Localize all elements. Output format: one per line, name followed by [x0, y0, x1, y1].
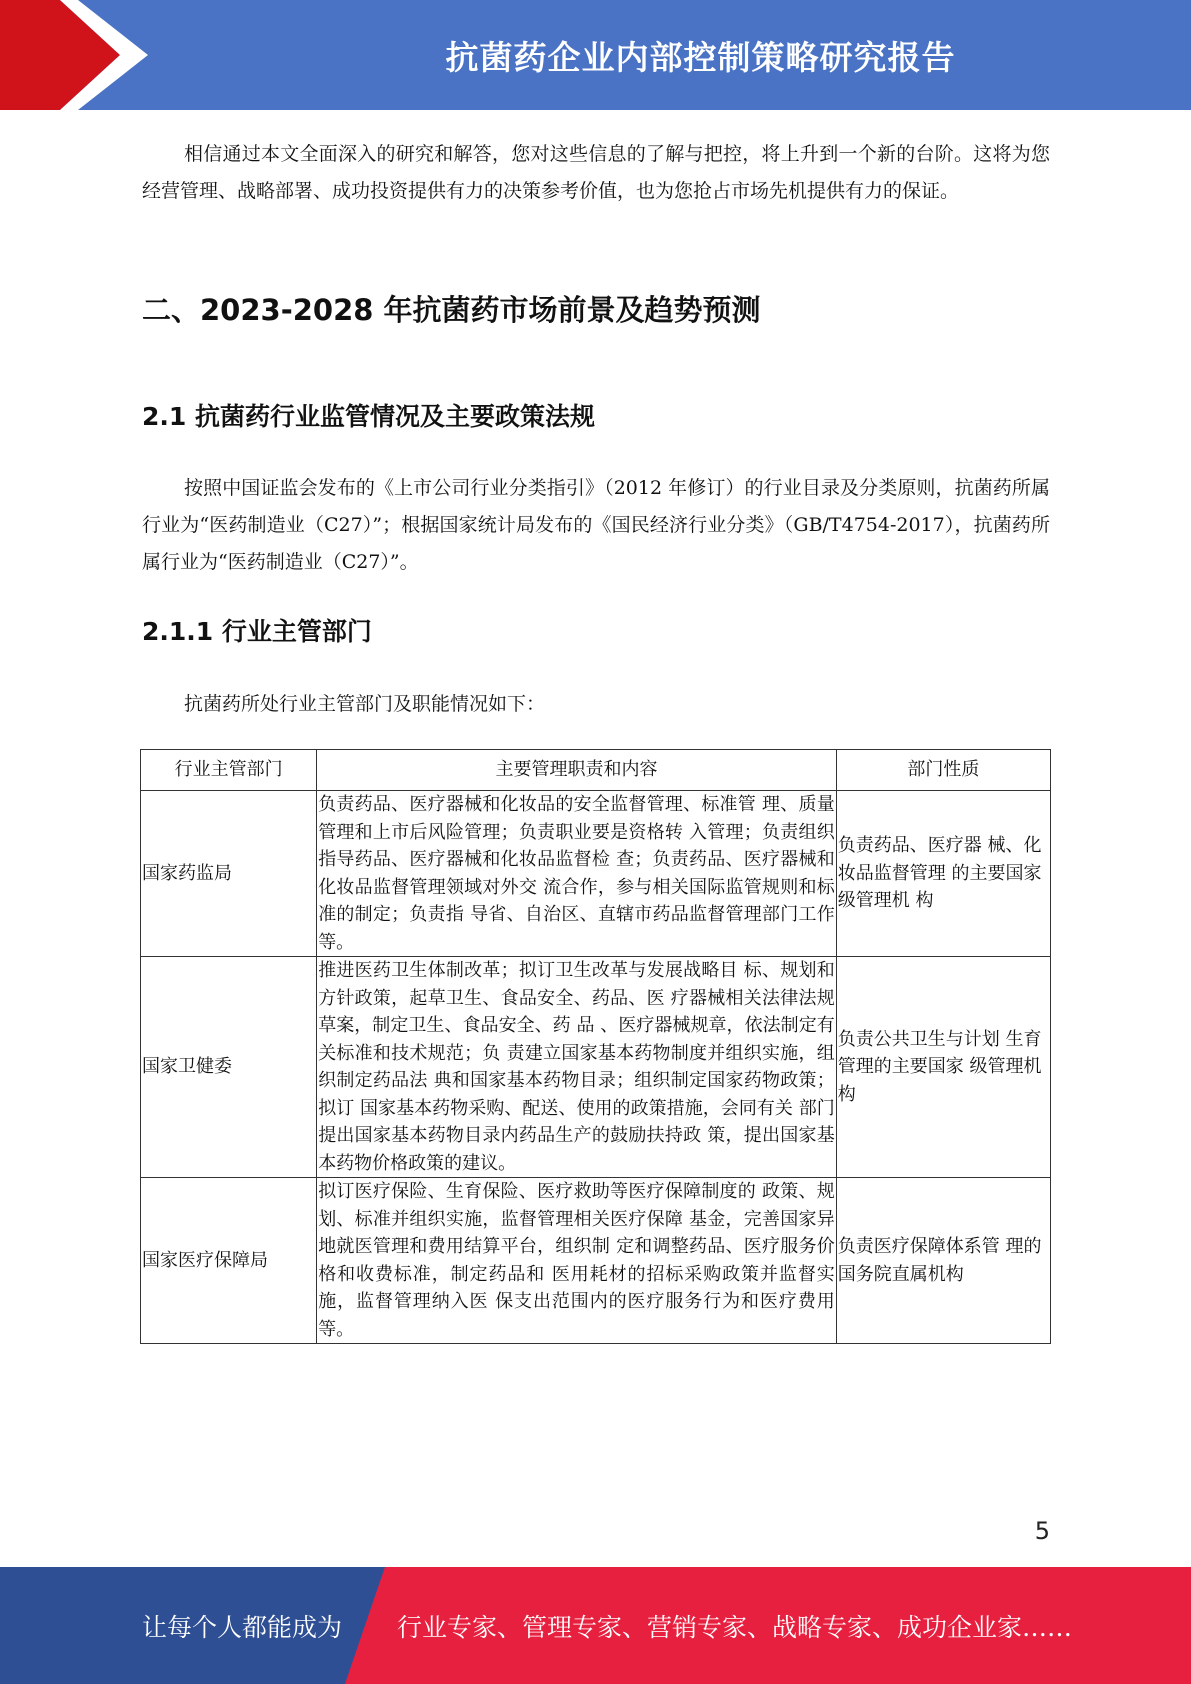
- cell-dept: 国家医疗保障局: [141, 1178, 317, 1344]
- footer-slogan-left: 让每个人都能成为: [142, 1612, 343, 1642]
- footer-banner: [0, 1567, 1191, 1684]
- cell-nature: 负责公共卫生与计划 生育管理的主要国家 级管理机构: [836, 957, 1050, 1178]
- footer-slogan-right: 行业专家、管理专家、营销专家、战略专家、成功企业家……: [397, 1612, 1073, 1642]
- subsection-2-1-1-title: 2.1.1 行业主管部门: [142, 617, 372, 646]
- dept-intro-paragraph: 抗菌药所处行业主管部门及职能情况如下：: [184, 693, 546, 715]
- table-row: [141, 957, 1051, 1178]
- cell-duties: 负责药品、医疗器械和化妆品的安全监督管理、标准管 理、质量管理和上市后风险管理；负责职业要是资格转 入管理；负责组织指导药品、医疗器械和化妆品监督检 查；负责药品、医疗器械和化妆品监督管理领域对外交 流合作，参与相关国际监管规则和标准的制定；负责指 导省、自治区、直辖市药品监督管理部门工作等。: [317, 791, 837, 957]
- intro-section: [142, 136, 1050, 210]
- intro-paragraph: 相信通过本文全面深入的研究和解答，您对这些信息的了解与把控，将上升到一个新的台阶。这将为您经营管理、战略部署、成功投资提供有力的决策参考价值，也为您抢占市场先机提供有力的保证。: [142, 143, 1050, 202]
- subsection-2-1-1-body: [142, 686, 1050, 723]
- table-row: [141, 1178, 1051, 1344]
- section-title: 二、2023-2028 年抗菌药市场前景及趋势预测: [142, 293, 761, 327]
- header-duties: 主要管理职责和内容: [317, 750, 837, 791]
- cell-dept: 国家卫健委: [141, 957, 317, 1178]
- cell-duties: 拟订医疗保险、生育保险、医疗救助等医疗保障制度的 政策、规划、标准并组织实施，监督管理相关医疗保障 基金，完善国家异地就医管理和费用结算平台，组织制 定和调整药品、医疗服务价格和收费标准，制定药品和 医用耗材的招标采购政策并监督实施，监督管理纳入医 保支出范围内的医疗服务行为和医疗费用等。: [317, 1178, 837, 1344]
- cell-dept: 国家药监局: [141, 791, 317, 957]
- header-dept: 行业主管部门: [141, 750, 317, 791]
- cell-nature: 负责药品、医疗器 械、化妆品监督管理 的主要国家级管理机 构: [836, 791, 1050, 957]
- header-arrow-decoration: [0, 0, 180, 110]
- header-banner: [0, 0, 1191, 110]
- cell-nature: 负责医疗保障体系管 理的国务院直属机构: [836, 1178, 1050, 1344]
- classification-paragraph: 按照中国证监会发布的《上市公司行业分类指引》（2012 年修订）的行业目录及分类原则，抗菌药所属行业为“医药制造业（C27）”；根据国家统计局发布的《国民经济行业分类》（GB/T4754-2017），抗菌药所属行业为“医药制造业（C27）”。: [142, 477, 1050, 573]
- table-header-row: [141, 750, 1051, 791]
- header-nature: 部门性质: [836, 750, 1050, 791]
- subsection-2-1-title: 2.1 抗菌药行业监管情况及主要政策法规: [142, 402, 595, 431]
- page-number: 5: [1034, 1517, 1050, 1545]
- department-table: [140, 749, 1051, 1344]
- table-row: [141, 791, 1051, 957]
- cell-duties: 推进医药卫生体制改革；拟订卫生改革与发展战略目 标、规划和方针政策，起草卫生、食品安全、药品、医 疗器械相关法律法规草案，制定卫生、食品安全、药 品 、医疗器械规章，依法制定有关标准和技术规范；负 责建立国家基本药物制度并组织实施，组织制定药品法 典和国家基本药物目录；组织制定国家药物政策；拟订 国家基本药物采购、配送、使用的政策措施，会同有关 部门提出国家基本药物目录内药品生产的鼓励扶持政 策，提出国家基本药物价格政策的建议。: [317, 957, 837, 1178]
- subsection-2-1-body: [142, 470, 1050, 581]
- report-title: 抗菌药企业内部控制策略研究报告: [445, 37, 956, 77]
